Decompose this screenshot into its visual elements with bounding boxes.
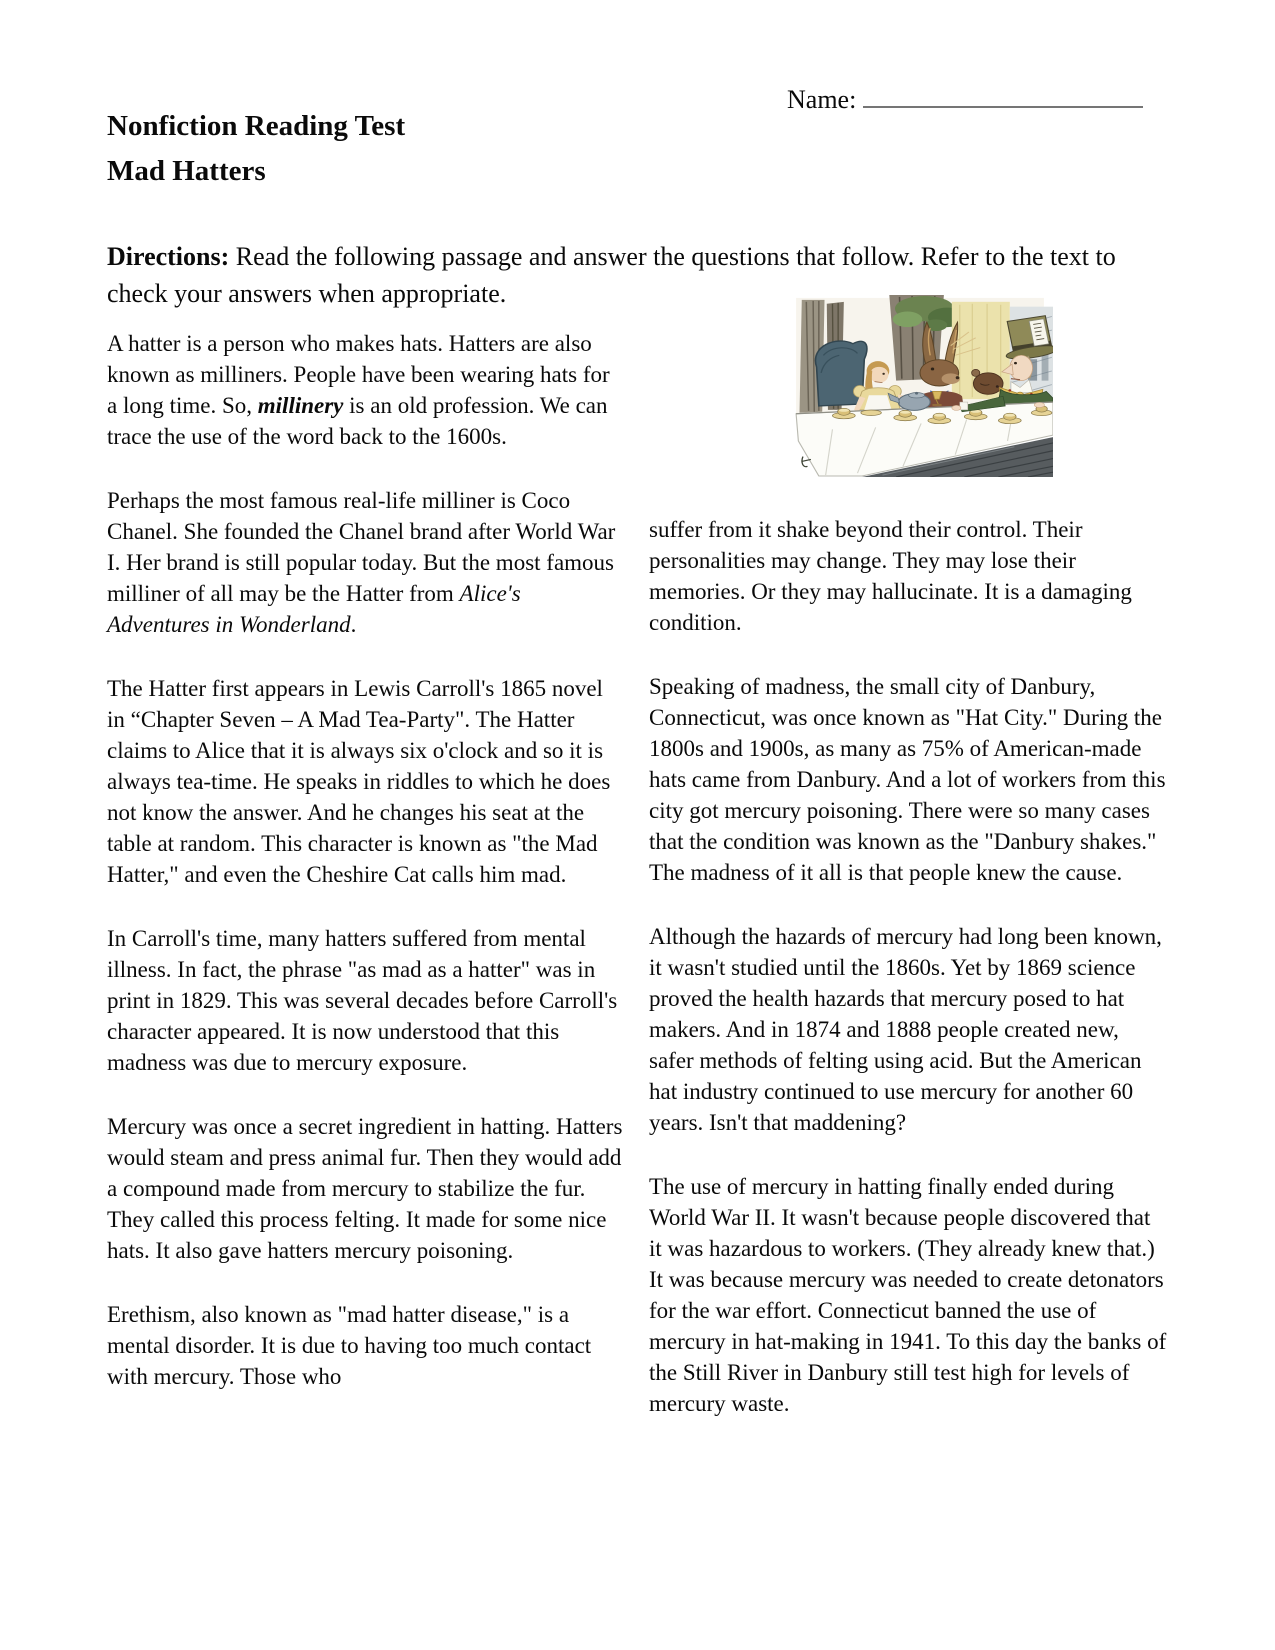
passage-paragraph: [107, 1111, 623, 1266]
passage-paragraph: [107, 673, 623, 890]
text-run: The use of mercury in hatting finally ended during World War II. It wasn't because people discovered that it was hazardous to workers. (They already knew that.) It was because mercury was needed to create detonators for the war effort. Connecticut banned the use of mercury in hat-making in 1941. To this day the banks of the Still River in Danbury still test high for levels of mercury waste.: [649, 1174, 1167, 1416]
passage-paragraph: [107, 328, 623, 452]
passage-paragraph: [649, 514, 1168, 638]
passage-column-left: [107, 293, 623, 1452]
text-run: A hatter is a person who makes hats. Hatters are also known as milliners. People have been wearing hats for a long time. So,: [107, 331, 610, 418]
passage-column-right: [649, 293, 1168, 1452]
passage-paragraph: [107, 485, 623, 640]
text-run: .: [350, 612, 357, 637]
text-run: Alice's Adventures in Wonderland: [107, 581, 521, 637]
title-line-1: Nonfiction Reading Test: [107, 110, 406, 142]
passage-paragraph: [649, 921, 1168, 1138]
tea-party-scene: [787, 295, 1053, 477]
text-run: Perhaps the most famous real-life milliner is Coco Chanel. She founded the Chanel brand after World War I. Her brand is still popular today. But the most famous milliner of all may be the Hatter from: [107, 488, 616, 606]
text-run: Mercury was once a secret ingredient in hatting. Hatters would steam and press animal fur. Then they would add a compound made from mercury to stabilize the fur. They called this process felting. It made for some nice hats. It also gave hatters mercury poisoning.: [107, 1114, 623, 1263]
directions-text: Read the following passage and answer the questions that follow. Refer to the text to check your answers when appropriate.: [107, 242, 1116, 308]
name-row: [787, 82, 1143, 115]
text-run: millinery: [257, 393, 344, 418]
passage-paragraph: [649, 671, 1168, 888]
name-blank-line: [863, 82, 1143, 108]
text-run: In Carroll's time, many hatters suffered from mental illness. In fact, the phrase "as mad as a hatter" was in print in 1829. This was several decades before Carroll's character appeared. It is now understood that this madness was due to mercury exposure.: [107, 926, 618, 1075]
text-run: Speaking of madness, the small city of Danbury, Connecticut, was once known as "Hat City." During the 1800s and 1900s, as many as 75% of American-made hats came from Danbury. And a lot of workers from this city got mercury poisoning. There were so many cases that the condition was known as the "Danbury shakes." The madness of it all is that people knew the cause.: [649, 674, 1166, 885]
text-run: Erethism, also known as "mad hatter disease," is a mental disorder. It is due to having too much contact with mercury. Those who: [107, 1302, 592, 1389]
worksheet-title: [107, 104, 405, 194]
text-run: is an old profession. We can trace the use of the word back to the 1600s.: [107, 393, 608, 449]
text-run: The Hatter first appears in Lewis Carroll's 1865 novel in “Chapter Seven – A Mad Tea-Party". The Hatter claims to Alice that it is always six o'clock and so it is always tea-time. He speaks in riddles to which he does not know the answer. And he changes his seat at the table at random. This character is known as "the Mad Hatter," and even the Cheshire Cat calls him mad.: [107, 676, 611, 887]
passage-paragraph: [107, 1299, 623, 1392]
tea-table: [796, 402, 1053, 477]
passage-paragraph: [107, 923, 623, 1078]
text-run: suffer from it shake beyond their control. Their personalities may change. They may lose their memories. Or they may hallucinate. It is a damaging condition.: [649, 517, 1132, 635]
passage-paragraph: [649, 1171, 1168, 1419]
mad-tea-party-illustration: [787, 295, 1053, 477]
text-run: Although the hazards of mercury had long been known, it wasn't studied until the 1860s. Yet by 1869 science proved the health hazards that mercury posed to hat makers. And in 1874 and 1888 people created new, safer methods of felting using acid. But the American hat industry continued to use mercury for another 60 years. Isn't that maddening?: [649, 924, 1162, 1135]
name-label: Name:: [787, 85, 857, 114]
title-line-2: Mad Hatters: [107, 155, 266, 187]
passage-columns: [107, 293, 1168, 1452]
directions-label: Directions:: [107, 242, 230, 271]
passage-column-right-text: [649, 514, 1168, 1419]
